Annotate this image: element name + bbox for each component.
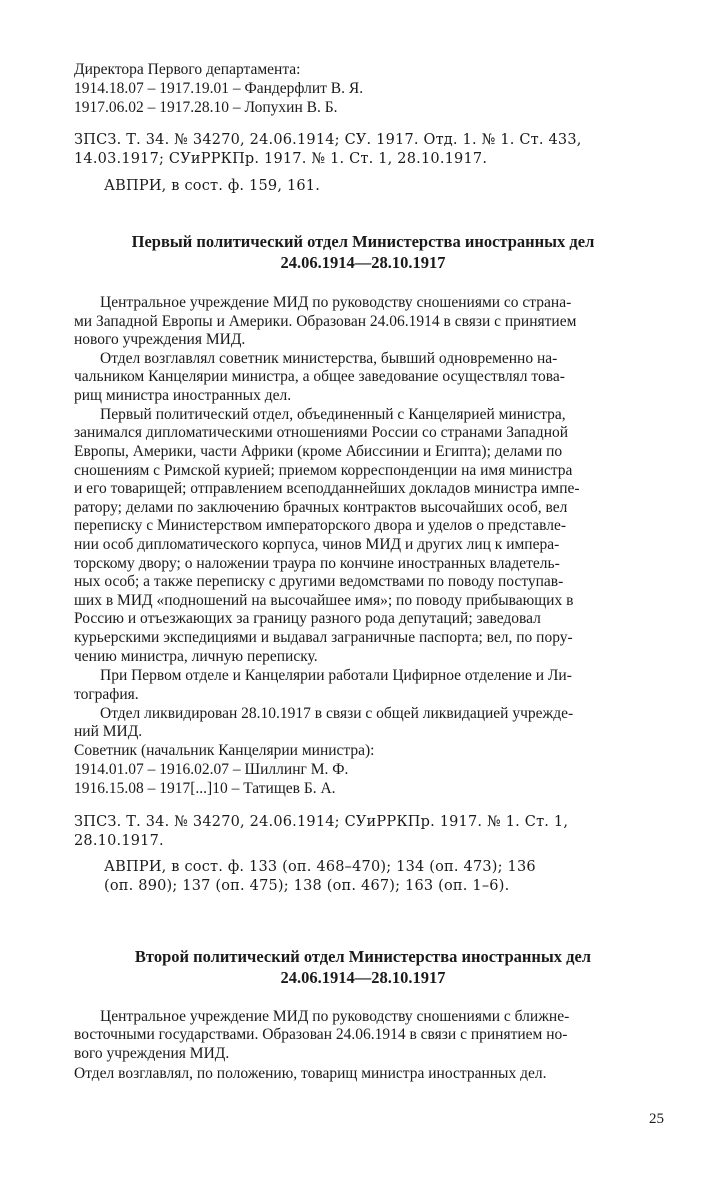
source-line: ЗПСЗ. Т. 34. № 34270, 24.06.1914; СУ. 1917. Отд. 1. № 1. Ст. 433,: [74, 132, 582, 148]
text-line: Директора Первого департамента:: [74, 61, 301, 78]
text-line: курьерскими экспедициями и выдавал заграничные паспорта; вел, по пору-: [74, 629, 573, 646]
text-line: занимался дипломатическими отношениями России со странами Западной: [74, 424, 569, 441]
text-line: 1914.18.07 – 1917.19.01 – Фандерфлит В. Я.: [74, 80, 364, 97]
source-line: 14.03.1917; СУиРРКПр. 1917. № 1. Ст. 1, 28.10.1917.: [74, 151, 488, 167]
source-line: ЗПСЗ. Т. 34. № 34270, 24.06.1914; СУиРРКПр. 1917. № 1. Ст. 1,: [74, 814, 569, 830]
archive-line: (оп. 890); 137 (оп. 475); 138 (оп. 467); 163 (оп. 1–6).: [104, 878, 510, 894]
source-line: 28.10.1917.: [74, 833, 164, 849]
page-number: 25: [649, 1111, 664, 1127]
text-line: и его товарищей; отправлением всеподданнейших докладов министра импе-: [74, 480, 580, 497]
text-line: тография.: [74, 686, 139, 703]
text-line: 1914.01.07 – 1916.02.07 – Шиллинг М. Ф.: [74, 761, 349, 778]
text-line: Первый политический отдел, объединенный с Канцелярией министра,: [100, 406, 566, 423]
text-line: Европы, Америки, части Африки (кроме Абиссинии и Египта); делами по: [74, 443, 563, 460]
text-line: вого учреждения МИД.: [74, 1045, 230, 1062]
text-line: При Первом отделе и Канцелярии работали Цифирное отделение и Ли-: [100, 667, 572, 684]
text-line: чению министра, личную переписку.: [74, 648, 318, 665]
text-line: ных особ; а также переписку с другими ведомствами по поводу поступав-: [74, 573, 564, 590]
text-line: Россию и отъезжающих за границу разного рода депутаций; заведовал: [74, 610, 541, 627]
text-line: нового учреждения МИД.: [74, 331, 246, 348]
text-line: Отдел возглавлял советник министерства, бывший одновременно на-: [100, 350, 558, 367]
text-line: Отдел возглавлял, по положению, товарищ министра иностранных дел.: [74, 1065, 547, 1082]
section-dates: 24.06.1914—28.10.1917: [280, 968, 446, 987]
text-line: Центральное учреждение МИД по руководству сношениями с ближне-: [100, 1008, 570, 1025]
text-line: рищ министра иностранных дел.: [74, 387, 292, 404]
text-line: нии особ дипломатического корпуса, чинов МИД и других лиц к импера-: [74, 536, 560, 553]
archive-line: АВПРИ, в сост. ф. 159, 161.: [104, 178, 321, 194]
text-line: 1916.15.08 – 1917[...]10 – Татищев Б. А.: [74, 780, 336, 797]
text-line: ратору; делами по заключению брачных контрактов высочайших особ, вел: [74, 499, 568, 516]
text-line: торскому двору; о наложении траура по кончине иностранных владетель-: [74, 555, 560, 572]
archive-line: АВПРИ, в сост. ф. 133 (оп. 468–470); 134 (оп. 473); 136: [104, 859, 536, 875]
text-line: Центральное учреждение МИД по руководству сношениями со страна-: [100, 294, 572, 311]
text-line: ших в МИД «подношений на высочайшее имя»; по поводу прибывающих в: [74, 592, 574, 609]
text-line: 1917.06.02 – 1917.28.10 – Лопухин В. Б.: [74, 99, 338, 116]
text-line: сношениям с Римской курией; приемом корреспонденции на имя министра: [74, 462, 573, 479]
section-title: Первый политический отдел Министерства иностранных дел: [131, 232, 595, 251]
text-line: ми Западной Европы и Америки. Образован 24.06.1914 в связи с принятием: [74, 313, 577, 330]
section-title: Второй политический отдел Министерства иностранных дел: [134, 947, 592, 966]
text-line: восточными государствами. Образован 24.06.1914 в связи с принятием но-: [74, 1026, 568, 1043]
text-line: ний МИД.: [74, 723, 143, 740]
text-line: Отдел ликвидирован 28.10.1917 в связи с общей ликвидацией учрежде-: [100, 705, 574, 722]
text-line: Советник (начальник Канцелярии министра):: [74, 742, 375, 759]
text-line: чальником Канцелярии министра, а общее заведование осуществлял това-: [74, 368, 565, 385]
text-line: переписку с Министерством императорского двора и уделов о представле-: [74, 517, 567, 534]
section-dates: 24.06.1914—28.10.1917: [280, 253, 446, 272]
